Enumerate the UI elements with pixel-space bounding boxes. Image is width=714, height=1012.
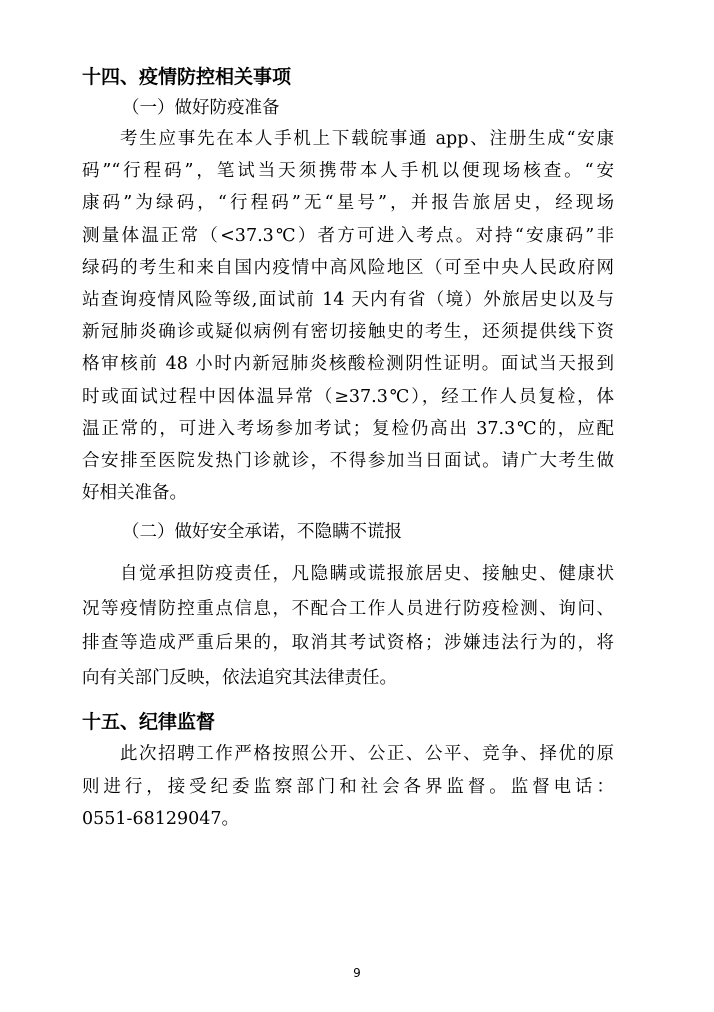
paragraph-line: 康码”为绿码，“行程码”无“星号”，并报告旅居史，经现场: [82, 193, 614, 214]
paragraph-line: 0551-68129047。: [82, 808, 240, 829]
paragraph-line: 自觉承担防疫责任，凡隐瞒或谎报旅居史、接触史、健康状: [120, 564, 614, 585]
section-15-heading: 十五、纪律监督: [82, 711, 216, 734]
document-page: [82, 62, 614, 835]
paragraph-safety-commitment: [82, 557, 614, 695]
paragraph-epidemic-preparation: [82, 123, 614, 509]
section-14: [82, 62, 614, 695]
paragraph-line: 则进行，接受纪委监察部门和社会各界监督。监督电话：: [82, 776, 614, 797]
paragraph-line: 码”“行程码”，笔试当天须携带本人手机以便现场核查。“安: [82, 161, 614, 182]
subsection-1-heading: （一）做好防疫准备: [122, 98, 280, 118]
paragraph-line: 温正常的，可进入考场参加考试；复检仍高出 37.3℃的，应配: [82, 418, 614, 439]
paragraph-line: 绿码的考生和来自国内疫情中高风险地区（可至中央人民政府网: [82, 257, 614, 278]
paragraph-line: 况等疫情防控重点信息，不配合工作人员进行防疫检测、询问、: [82, 598, 614, 619]
paragraph-line: 排查等造成严重后果的，取消其考试资格；涉嫌违法行为的，将: [82, 633, 614, 654]
paragraph-line: 向有关部门反映，依法追究其法律责任。: [82, 667, 397, 688]
section-15: [82, 707, 614, 835]
section-14-heading: 十四、疫情防控相关事项: [82, 66, 292, 88]
paragraph-line: 时或面试过程中因体温异常（≥37.3℃），经工作人员复检，体: [82, 386, 614, 407]
paragraph-discipline-supervision: [82, 738, 614, 835]
paragraph-line: 考生应事先在本人手机上下载皖事通 app、注册生成“安康: [120, 129, 614, 149]
paragraph-line: 合安排至医院发热门诊就诊，不得参加当日面试。请广大考生做: [82, 451, 614, 472]
paragraph-line: 好相关准备。: [82, 483, 187, 504]
subsection-2-heading: （二）做好安全承诺，不隐瞒不谎报: [122, 522, 402, 543]
paragraph-line: 测量体温正常（<37.3℃）者方可进入考点。对持“安康码”非: [82, 225, 614, 246]
paragraph-line: 此次招聘工作严格按照公开、公正、公平、竞争、择优的原: [120, 744, 614, 765]
page-number: 9: [353, 966, 361, 980]
paragraph-line: 新冠肺炎确诊或疑似病例有密切接触史的考生，还须提供线下资: [82, 322, 614, 343]
paragraph-line: 格审核前 48 小时内新冠肺炎核酸检测阴性证明。面试当天报到: [82, 354, 614, 375]
paragraph-line: 站查询疫情风险等级,面试前 14 天内有省（境）外旅居史以及与: [82, 290, 614, 311]
